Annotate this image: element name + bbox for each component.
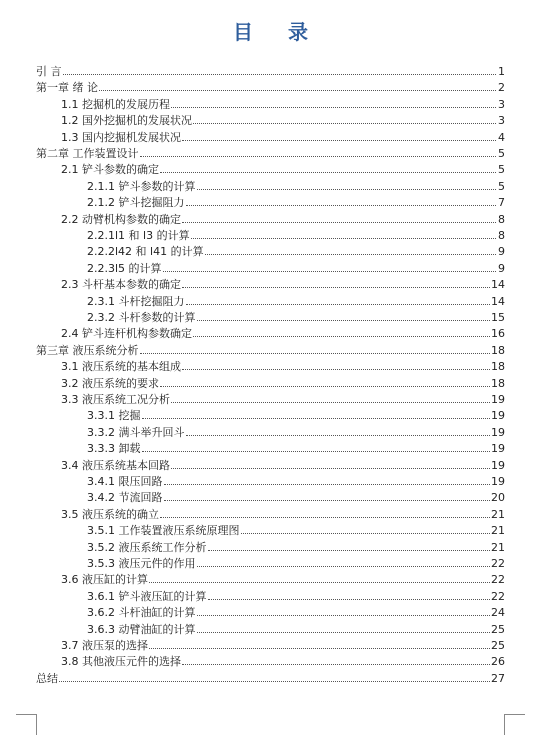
toc-dot-leader <box>197 632 491 633</box>
toc-entry[interactable] <box>87 193 505 209</box>
toc-page-number: 8 <box>498 229 505 242</box>
toc-page-number: 16 <box>491 327 505 340</box>
toc-entry[interactable] <box>61 390 505 406</box>
toc-dot-leader <box>140 156 497 157</box>
toc-page-number: 22 <box>491 557 505 570</box>
toc-page-number: 27 <box>491 672 505 685</box>
toc-entry[interactable] <box>87 226 505 242</box>
toc-page-number: 8 <box>498 213 505 226</box>
toc-page-number: 18 <box>491 377 505 390</box>
page-title: 目 录 <box>233 20 322 44</box>
toc-entry-title: 3.5.1 工作装置液压系统原理图 <box>87 524 240 537</box>
toc-dot-leader <box>182 664 490 665</box>
toc-dot-leader <box>208 599 491 600</box>
toc-entry[interactable] <box>87 439 505 455</box>
toc-entry[interactable] <box>87 554 505 570</box>
toc-entry-title: 3.8 其他液压元件的选择 <box>61 655 181 668</box>
toc-entry[interactable] <box>87 259 505 275</box>
toc-entry[interactable] <box>87 603 505 619</box>
toc-dot-leader <box>149 648 490 649</box>
toc-entry[interactable] <box>87 488 505 504</box>
toc-dot-leader <box>171 107 496 108</box>
toc-page-number: 21 <box>491 541 505 554</box>
toc-entry-title: 2.2.3l5 的计算 <box>87 262 162 275</box>
toc-page-number: 14 <box>491 278 505 291</box>
toc-entry[interactable] <box>36 144 505 160</box>
toc-dot-leader <box>193 123 496 124</box>
toc-page-number: 22 <box>491 590 505 603</box>
toc-entry-title: 3.4 液压系统基本回路 <box>61 459 170 472</box>
toc-dot-leader <box>164 500 491 501</box>
toc-page-number: 7 <box>498 196 505 209</box>
toc-dot-leader <box>197 189 497 190</box>
toc-page-number: 1 <box>498 65 505 78</box>
toc-dot-leader <box>208 550 491 551</box>
toc-dot-leader <box>160 172 496 173</box>
toc-page-number: 25 <box>491 639 505 652</box>
toc-entry-title: 2.2 动臂机构参数的确定 <box>61 213 181 226</box>
toc-entry[interactable] <box>61 636 505 652</box>
toc-page-number: 21 <box>491 508 505 521</box>
toc-page-number: 14 <box>491 295 505 308</box>
toc-dot-leader <box>193 336 490 337</box>
toc-entry-title: 第一章 绪 论 <box>36 81 98 94</box>
toc-dot-leader <box>63 74 497 75</box>
toc-entry[interactable] <box>87 242 505 258</box>
toc-entry[interactable] <box>36 62 505 78</box>
toc-page-number: 9 <box>498 262 505 275</box>
toc-entry-title: 3.6.3 动臂油缸的计算 <box>87 623 196 636</box>
toc-entry[interactable] <box>61 128 505 144</box>
toc-dot-leader <box>171 468 490 469</box>
toc-entry-title: 1.2 国外挖掘机的发展状况 <box>61 114 192 127</box>
toc-page-number: 22 <box>491 573 505 586</box>
toc-entry-title: 3.4.1 限压回路 <box>87 475 163 488</box>
toc-entry-title: 2.1.2 铲斗挖掘阻力 <box>87 196 185 209</box>
toc-dot-leader <box>182 140 496 141</box>
toc-entry-title: 总结 <box>36 672 58 685</box>
toc-page-number: 3 <box>498 98 505 111</box>
toc-page-number: 25 <box>491 623 505 636</box>
toc-entry[interactable] <box>87 620 505 636</box>
toc-entry[interactable] <box>87 292 505 308</box>
toc-entry-title: 3.5.3 液压元件的作用 <box>87 557 196 570</box>
toc-entry-title: 2.3.1 斗杆挖掘阻力 <box>87 295 185 308</box>
toc-dot-leader <box>197 566 491 567</box>
toc-dot-leader <box>182 369 490 370</box>
toc-page-number: 24 <box>491 606 505 619</box>
toc-entry[interactable] <box>61 357 505 373</box>
toc-entry[interactable] <box>36 669 505 685</box>
toc-dot-leader <box>164 484 491 485</box>
toc-entry[interactable] <box>36 78 505 94</box>
toc-dot-leader <box>191 238 496 239</box>
toc-entry[interactable] <box>87 472 505 488</box>
toc-entry-title: 2.3 斗杆基本参数的确定 <box>61 278 181 291</box>
toc-entry[interactable] <box>61 95 505 111</box>
toc-dot-leader <box>142 418 491 419</box>
toc-page-number: 20 <box>491 491 505 504</box>
toc-entry-title: 2.1 铲斗参数的确定 <box>61 163 159 176</box>
toc-entry[interactable] <box>61 505 505 521</box>
toc-page-number: 9 <box>498 245 505 258</box>
toc-entry[interactable] <box>61 652 505 668</box>
toc-dot-leader <box>197 615 491 616</box>
toc-entry-title: 3.3.3 卸载 <box>87 442 141 455</box>
toc-page-number: 3 <box>498 114 505 127</box>
toc-dot-leader <box>142 451 491 452</box>
toc-dot-leader <box>241 533 491 534</box>
toc-entry-title: 3.1 液压系统的基本组成 <box>61 360 181 373</box>
toc-page-number: 15 <box>491 311 505 324</box>
toc-dot-leader <box>186 304 491 305</box>
toc-entry-title: 3.3.1 挖掘 <box>87 409 141 422</box>
page-corner-mark-right <box>504 714 525 735</box>
toc-entry-title: 引 言 <box>36 65 62 78</box>
toc-entry-title: 第三章 液压系统分析 <box>36 344 139 357</box>
toc-page-number: 5 <box>498 163 505 176</box>
toc-entry[interactable] <box>36 341 505 357</box>
toc-entry-title: 2.2.2l42 和 l41 的计算 <box>87 245 204 258</box>
toc-entry[interactable] <box>87 308 505 324</box>
toc-dot-leader <box>186 205 497 206</box>
toc-entry[interactable] <box>87 538 505 554</box>
toc-entry-title: 1.3 国内挖掘机发展状况 <box>61 131 181 144</box>
toc-entry-title: 3.7 液压泵的选择 <box>61 639 148 652</box>
toc-dot-leader <box>197 320 491 321</box>
toc-entry[interactable] <box>87 423 505 439</box>
toc-entry[interactable] <box>61 456 505 472</box>
toc-dot-leader <box>160 517 490 518</box>
toc-entry[interactable] <box>61 275 505 291</box>
toc-entry-title: 3.2 液压系统的要求 <box>61 377 159 390</box>
toc-entry[interactable] <box>87 587 505 603</box>
toc-entry[interactable] <box>61 570 505 586</box>
toc-dot-leader <box>205 254 496 255</box>
toc-dot-leader <box>140 353 491 354</box>
toc-entry[interactable] <box>61 374 505 390</box>
toc-entry-title: 第二章 工作装置设计 <box>36 147 139 160</box>
toc-dot-leader <box>186 435 491 436</box>
toc-page-number: 19 <box>491 475 505 488</box>
toc-entry-title: 2.4 铲斗连杆机构参数确定 <box>61 327 192 340</box>
toc-entry-title: 2.1.1 铲斗参数的计算 <box>87 180 196 193</box>
toc-entry[interactable] <box>61 324 505 340</box>
toc-entry-title: 3.5.2 液压系统工作分析 <box>87 541 207 554</box>
toc-entry[interactable] <box>87 406 505 422</box>
toc-dot-leader <box>182 222 496 223</box>
toc-page-number: 19 <box>491 459 505 472</box>
toc-dot-leader <box>163 271 496 272</box>
toc-page-number: 26 <box>491 655 505 668</box>
toc-page-number: 4 <box>498 131 505 144</box>
toc-entry-title: 2.3.2 斗杆参数的计算 <box>87 311 196 324</box>
toc-entry-title: 2.2.1l1 和 l3 的计算 <box>87 229 190 242</box>
toc-entry[interactable] <box>61 210 505 226</box>
toc-entry-title: 3.5 液压系统的确立 <box>61 508 159 521</box>
toc-page-number: 19 <box>491 426 505 439</box>
toc-dot-leader <box>160 386 490 387</box>
toc-entry-title: 3.3.2 满斗举升回斗 <box>87 426 185 439</box>
toc-dot-leader <box>99 90 496 91</box>
toc-entry[interactable] <box>61 160 505 176</box>
toc-page-number: 19 <box>491 393 505 406</box>
toc-page-number: 2 <box>498 81 505 94</box>
toc-page-number: 19 <box>491 409 505 422</box>
toc-entry[interactable] <box>61 111 505 127</box>
toc-dot-leader <box>59 681 490 682</box>
toc-page-number: 18 <box>491 344 505 357</box>
toc-page-number: 5 <box>498 147 505 160</box>
toc-entry-title: 3.6 液压缸的计算 <box>61 573 148 586</box>
toc-entry-title: 1.1 挖掘机的发展历程 <box>61 98 170 111</box>
toc-page-number: 5 <box>498 180 505 193</box>
toc-page-number: 19 <box>491 442 505 455</box>
toc-entry-title: 3.3 液压系统工况分析 <box>61 393 170 406</box>
toc-entry-title: 3.6.2 斗杆油缸的计算 <box>87 606 196 619</box>
toc-dot-leader <box>149 582 490 583</box>
toc-dot-leader <box>182 287 490 288</box>
toc-entry[interactable] <box>87 177 505 193</box>
toc-entry-title: 3.6.1 铲斗液压缸的计算 <box>87 590 207 603</box>
toc-entry-title: 3.4.2 节流回路 <box>87 491 163 504</box>
page-corner-mark-left <box>16 714 37 735</box>
toc-dot-leader <box>171 402 490 403</box>
toc-page-number: 21 <box>491 524 505 537</box>
toc-page-number: 18 <box>491 360 505 373</box>
toc-entry[interactable] <box>87 521 505 537</box>
